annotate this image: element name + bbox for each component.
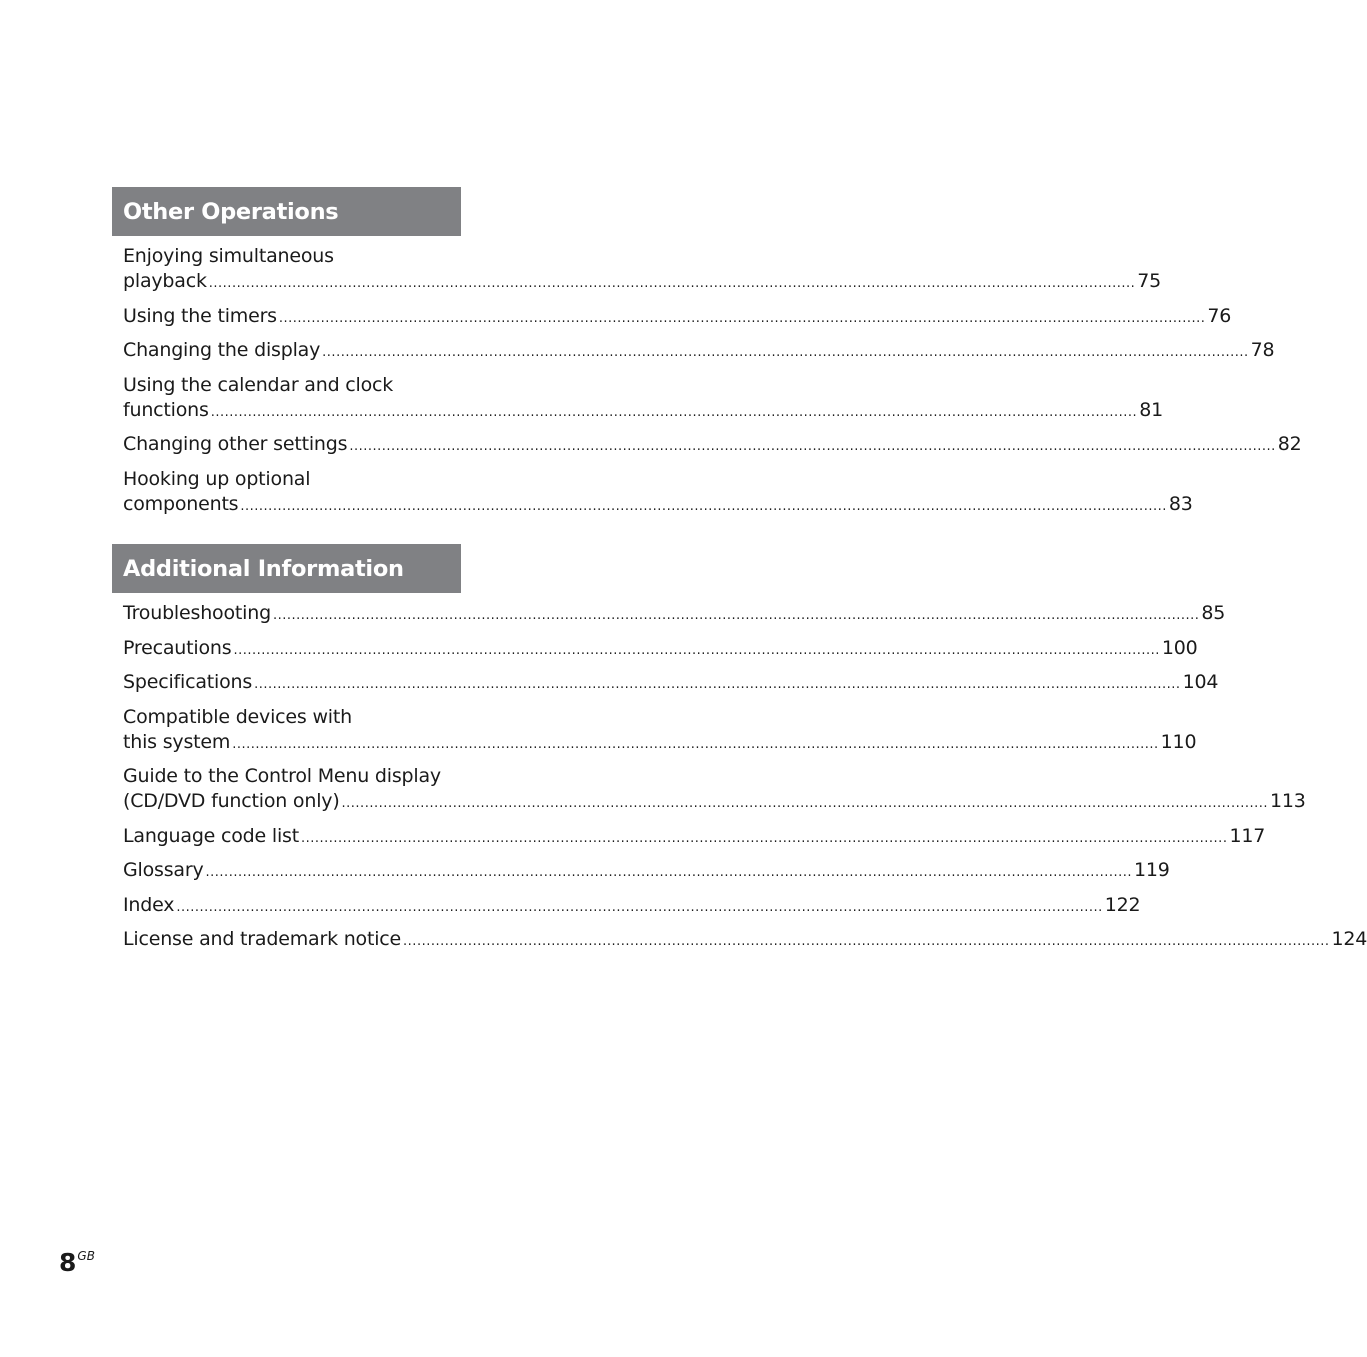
toc-entry[interactable]	[123, 893, 1141, 920]
toc-entry[interactable]	[123, 705, 1197, 757]
dot-leader: ........................................................................................................................................................................................................	[322, 345, 1249, 360]
toc-entry-title-line1: Guide to the Control Menu display	[123, 765, 441, 787]
toc-entry-page: 81	[1139, 398, 1163, 421]
toc-entry[interactable]	[123, 432, 1302, 459]
toc-entry-title: License and trademark notice	[123, 928, 402, 950]
toc-list	[112, 593, 1367, 954]
toc-entry-row	[123, 338, 1275, 365]
toc-entry-row	[123, 304, 1232, 331]
toc-entry[interactable]	[123, 824, 1266, 851]
dot-leader: ........................................................................................................................................................................................................	[210, 404, 1138, 420]
toc-entry-title: this system	[123, 730, 231, 753]
toc-entry-page: 122	[1104, 893, 1141, 916]
toc-entry-page: 124	[1331, 928, 1367, 950]
toc-entry-page: 119	[1134, 859, 1170, 881]
toc-entry[interactable]	[123, 601, 1226, 628]
section-other-operations	[112, 187, 1302, 526]
toc-entry-title: Index	[123, 893, 175, 916]
toc-entry-title: playback	[123, 270, 207, 292]
toc-entry-row	[123, 269, 1162, 296]
toc-entry-row	[123, 893, 1141, 920]
dot-leader: ........................................................................................................................................................................................................	[208, 276, 1136, 291]
toc-entry-row	[123, 789, 1306, 816]
toc-entry-title: Glossary	[123, 859, 204, 881]
toc-entry-page: 78	[1250, 339, 1275, 361]
section-additional-information	[112, 544, 1367, 962]
toc-entry-page: 117	[1229, 824, 1266, 847]
section-header: Additional Information	[112, 544, 461, 593]
dot-leader: ........................................................................................................................................................................................................	[300, 830, 1228, 846]
toc-entry-page: 110	[1160, 730, 1197, 753]
toc-entry[interactable]	[123, 304, 1232, 331]
toc-entry-page: 85	[1201, 602, 1226, 624]
toc-entry[interactable]	[123, 467, 1193, 519]
dot-leader: ........................................................................................................................................................................................................	[403, 934, 1330, 949]
page-number-value: 8	[59, 1248, 77, 1277]
dot-leader: ........................................................................................................................................................................................................	[232, 736, 1159, 752]
toc-entry[interactable]	[123, 858, 1170, 885]
toc-entry-title: Specifications	[123, 671, 253, 693]
toc-entry-row	[123, 858, 1170, 885]
section-header: Other Operations	[112, 187, 461, 236]
toc-entry[interactable]	[123, 927, 1367, 954]
dot-leader: ........................................................................................................................................................................................................	[341, 796, 1268, 811]
dot-leader: ........................................................................................................................................................................................................	[176, 899, 1103, 915]
dot-leader: ........................................................................................................................................................................................................	[349, 439, 1276, 454]
toc-entry-row	[123, 636, 1198, 663]
toc-entry-page: 83	[1168, 492, 1193, 515]
toc-entry-title: Precautions	[123, 636, 232, 659]
toc-entry-row	[123, 824, 1266, 851]
toc-entry-row	[123, 398, 1163, 425]
toc-entry-page: 113	[1270, 790, 1306, 812]
toc-entry-page: 76	[1207, 304, 1232, 327]
toc-entry-page: 75	[1137, 270, 1162, 292]
toc-entry-title: Changing other settings	[123, 433, 348, 455]
toc-list	[112, 236, 1302, 519]
toc-entry[interactable]	[123, 338, 1275, 365]
toc-entry-title: Troubleshooting	[123, 602, 271, 624]
toc-entry-title: components	[123, 492, 239, 515]
toc-entry-title-line1: Compatible devices with	[123, 705, 352, 728]
dot-leader: ........................................................................................................................................................................................................	[254, 677, 1181, 692]
dot-leader: ........................................................................................................................................................................................................	[240, 498, 1167, 514]
toc-entry-title-line1: Using the calendar and clock	[123, 373, 394, 396]
toc-entry-title: Language code list	[123, 824, 299, 847]
toc-entry-page: 104	[1182, 671, 1219, 693]
dot-leader: ........................................................................................................................................................................................................	[233, 642, 1160, 658]
toc-entry[interactable]	[123, 244, 1162, 296]
toc-entry-title-line1: Enjoying simultaneous	[123, 245, 334, 267]
toc-entry[interactable]	[123, 764, 1306, 816]
page-number-suffix: GB	[77, 1249, 95, 1263]
toc-entry[interactable]	[123, 636, 1198, 663]
toc-entry-page: 82	[1277, 433, 1302, 455]
toc-entry-title: functions	[123, 398, 209, 421]
toc-entry-row	[123, 670, 1219, 697]
toc-entry-title: (CD/DVD function only)	[123, 790, 340, 812]
toc-entry-row	[123, 492, 1193, 519]
dot-leader: ........................................................................................................................................................................................................	[278, 310, 1206, 326]
toc-entry-page: 100	[1161, 636, 1198, 659]
toc-entry-title: Using the timers	[123, 304, 277, 327]
toc-entry[interactable]	[123, 670, 1219, 697]
dot-leader: ........................................................................................................................................................................................................	[272, 608, 1200, 623]
toc-entry-title: Changing the display	[123, 339, 321, 361]
toc-entry[interactable]	[123, 373, 1163, 425]
page-number	[59, 1248, 95, 1277]
toc-entry-row	[123, 601, 1226, 628]
toc-entry-row	[123, 927, 1367, 954]
toc-entry-title-line1: Hooking up optional	[123, 467, 311, 490]
toc-entry-row	[123, 730, 1197, 757]
toc-entry-row	[123, 432, 1302, 459]
dot-leader: ........................................................................................................................................................................................................	[205, 865, 1132, 880]
